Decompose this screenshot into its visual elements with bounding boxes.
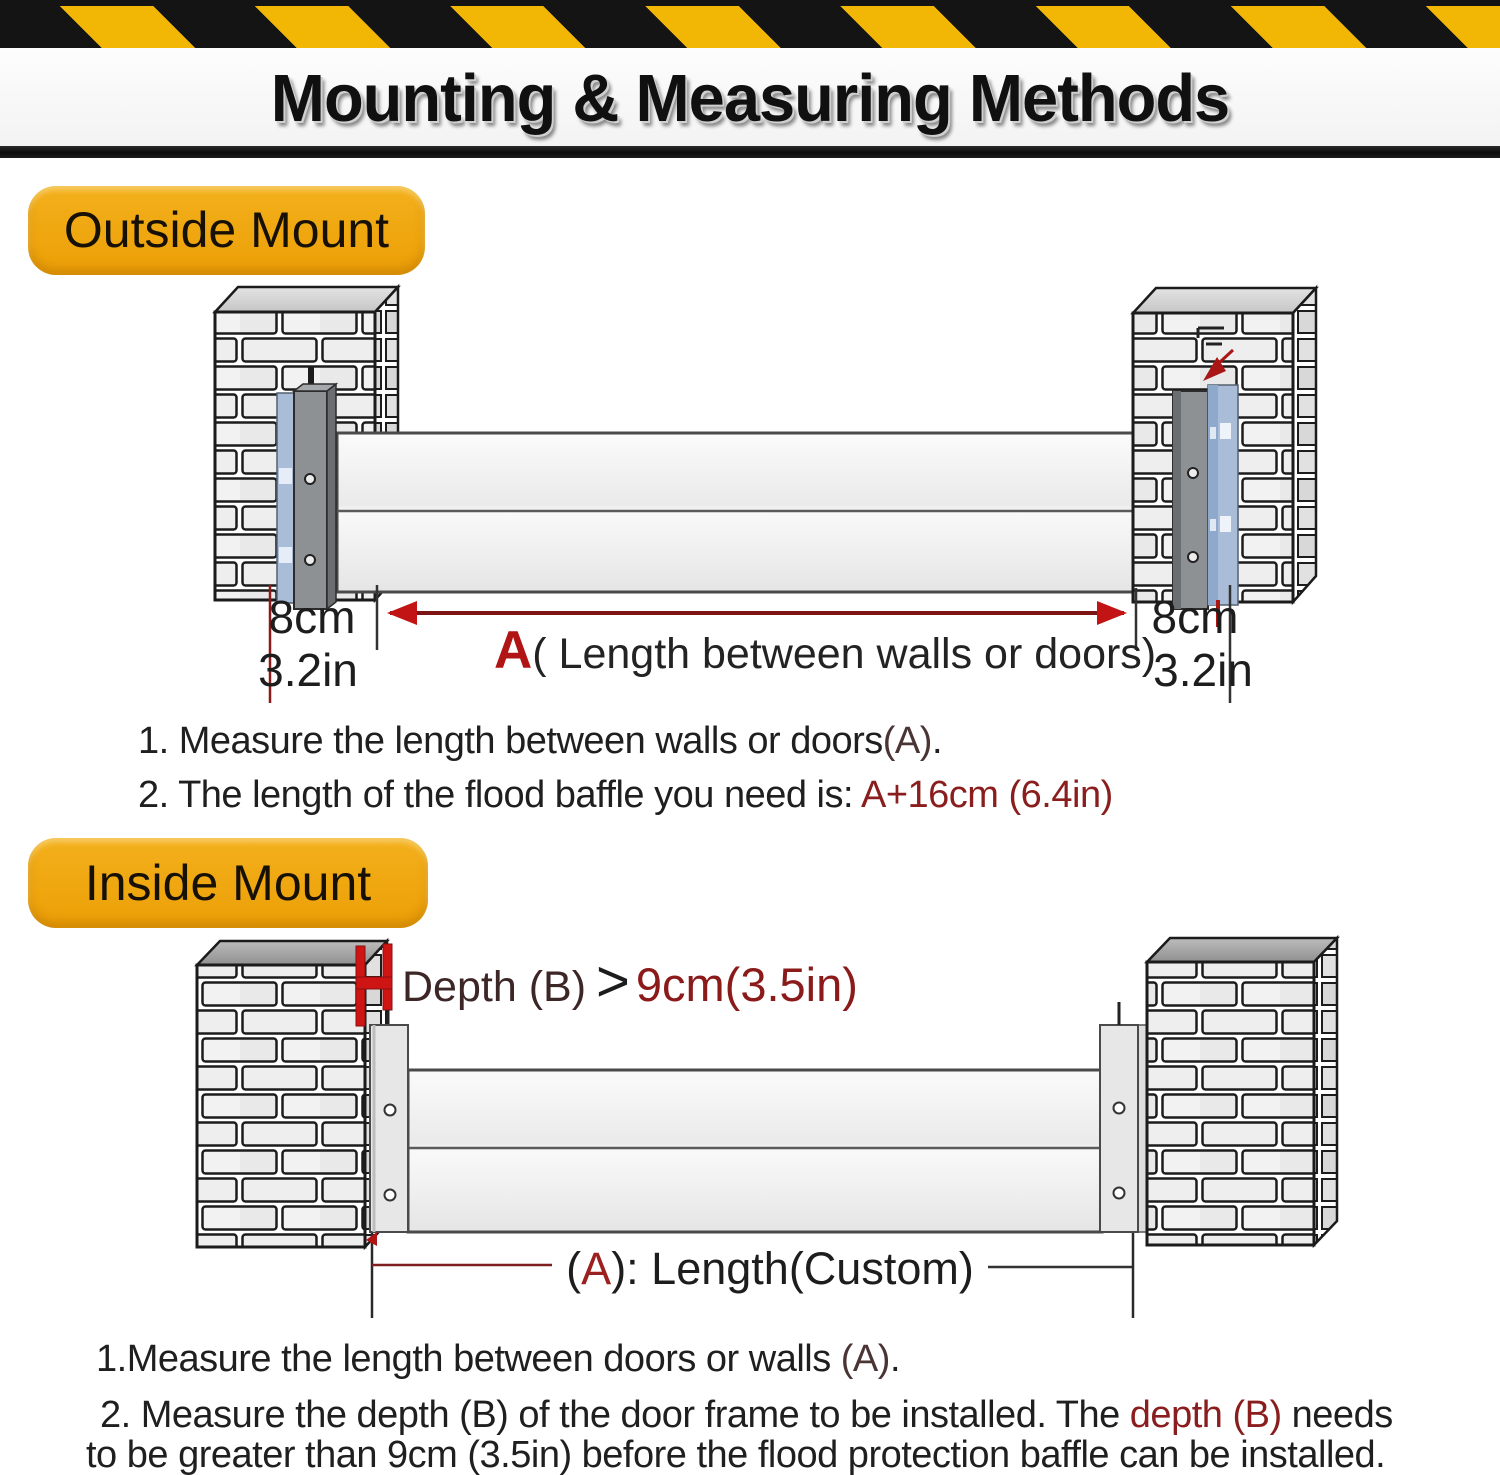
inside-length-label xyxy=(552,1243,988,1295)
inside-right-bracket xyxy=(1100,1002,1147,1232)
outside-step-2-text: 2. The length of the flood baffle you need is: xyxy=(138,774,861,816)
depth-label-value: 9cm(3.5in) xyxy=(635,958,858,1011)
inside-right-pillar xyxy=(1147,938,1337,1245)
outside-right-bracket xyxy=(1173,350,1238,627)
inside-step-1-a: (A) xyxy=(840,1338,890,1380)
outside-left-offset-in: 3.2in xyxy=(258,644,358,696)
outside-step-2 xyxy=(138,774,1113,817)
outside-right-offset-cm: 8cm xyxy=(1151,591,1239,643)
inside-step-1-text: 1.Measure the length between doors or walls xyxy=(96,1338,841,1380)
outside-span-label xyxy=(494,620,1156,681)
outside-right-offset-in: 3.2in xyxy=(1153,644,1253,696)
depth-label-gt: > xyxy=(596,949,630,1014)
inside-step-2-red: depth (B) xyxy=(1129,1394,1282,1436)
inside-mount-label: Inside Mount xyxy=(28,838,428,928)
inside-length-rest: ): Length(Custom) xyxy=(611,1243,974,1294)
outside-span-text: ( Length between walls or doors) xyxy=(532,630,1157,678)
outside-mount-label: Outside Mount xyxy=(28,186,425,275)
outside-left-offset-cm: 8cm xyxy=(268,591,356,643)
inside-step-1-end: . xyxy=(889,1338,900,1380)
inside-step-2-line-1 xyxy=(100,1394,1393,1437)
inside-left-bracket xyxy=(370,1025,408,1232)
outside-step-1-end: . xyxy=(931,720,942,762)
outside-step-1-text: 1. Measure the length between walls or doors xyxy=(138,720,883,762)
outside-flood-baffle xyxy=(337,433,1174,592)
inside-step-2-text: 2. Measure the depth (B) of the door frame to be installed. The xyxy=(100,1394,1130,1436)
outside-step-1 xyxy=(138,720,942,763)
inside-step-2-line-2: to be greater than 9cm (3.5in) before the flood protection baffle can be installed. xyxy=(86,1434,1386,1475)
page-title: Mounting & Measuring Methods xyxy=(270,61,1230,136)
outside-step-2-red: A+16cm (6.4in) xyxy=(861,774,1113,816)
outside-step-1-a: (A) xyxy=(882,720,932,762)
inside-length-a: A xyxy=(581,1243,612,1294)
outside-left-bracket xyxy=(277,366,336,609)
inside-step-2-tail: needs xyxy=(1281,1394,1393,1436)
inside-length-open: ( xyxy=(566,1243,582,1294)
depth-label xyxy=(402,948,858,1015)
inside-flood-baffle xyxy=(408,1070,1102,1232)
outside-span-a: A xyxy=(494,621,533,680)
depth-label-text: Depth (B) xyxy=(402,963,587,1011)
inside-step-1 xyxy=(96,1338,900,1381)
